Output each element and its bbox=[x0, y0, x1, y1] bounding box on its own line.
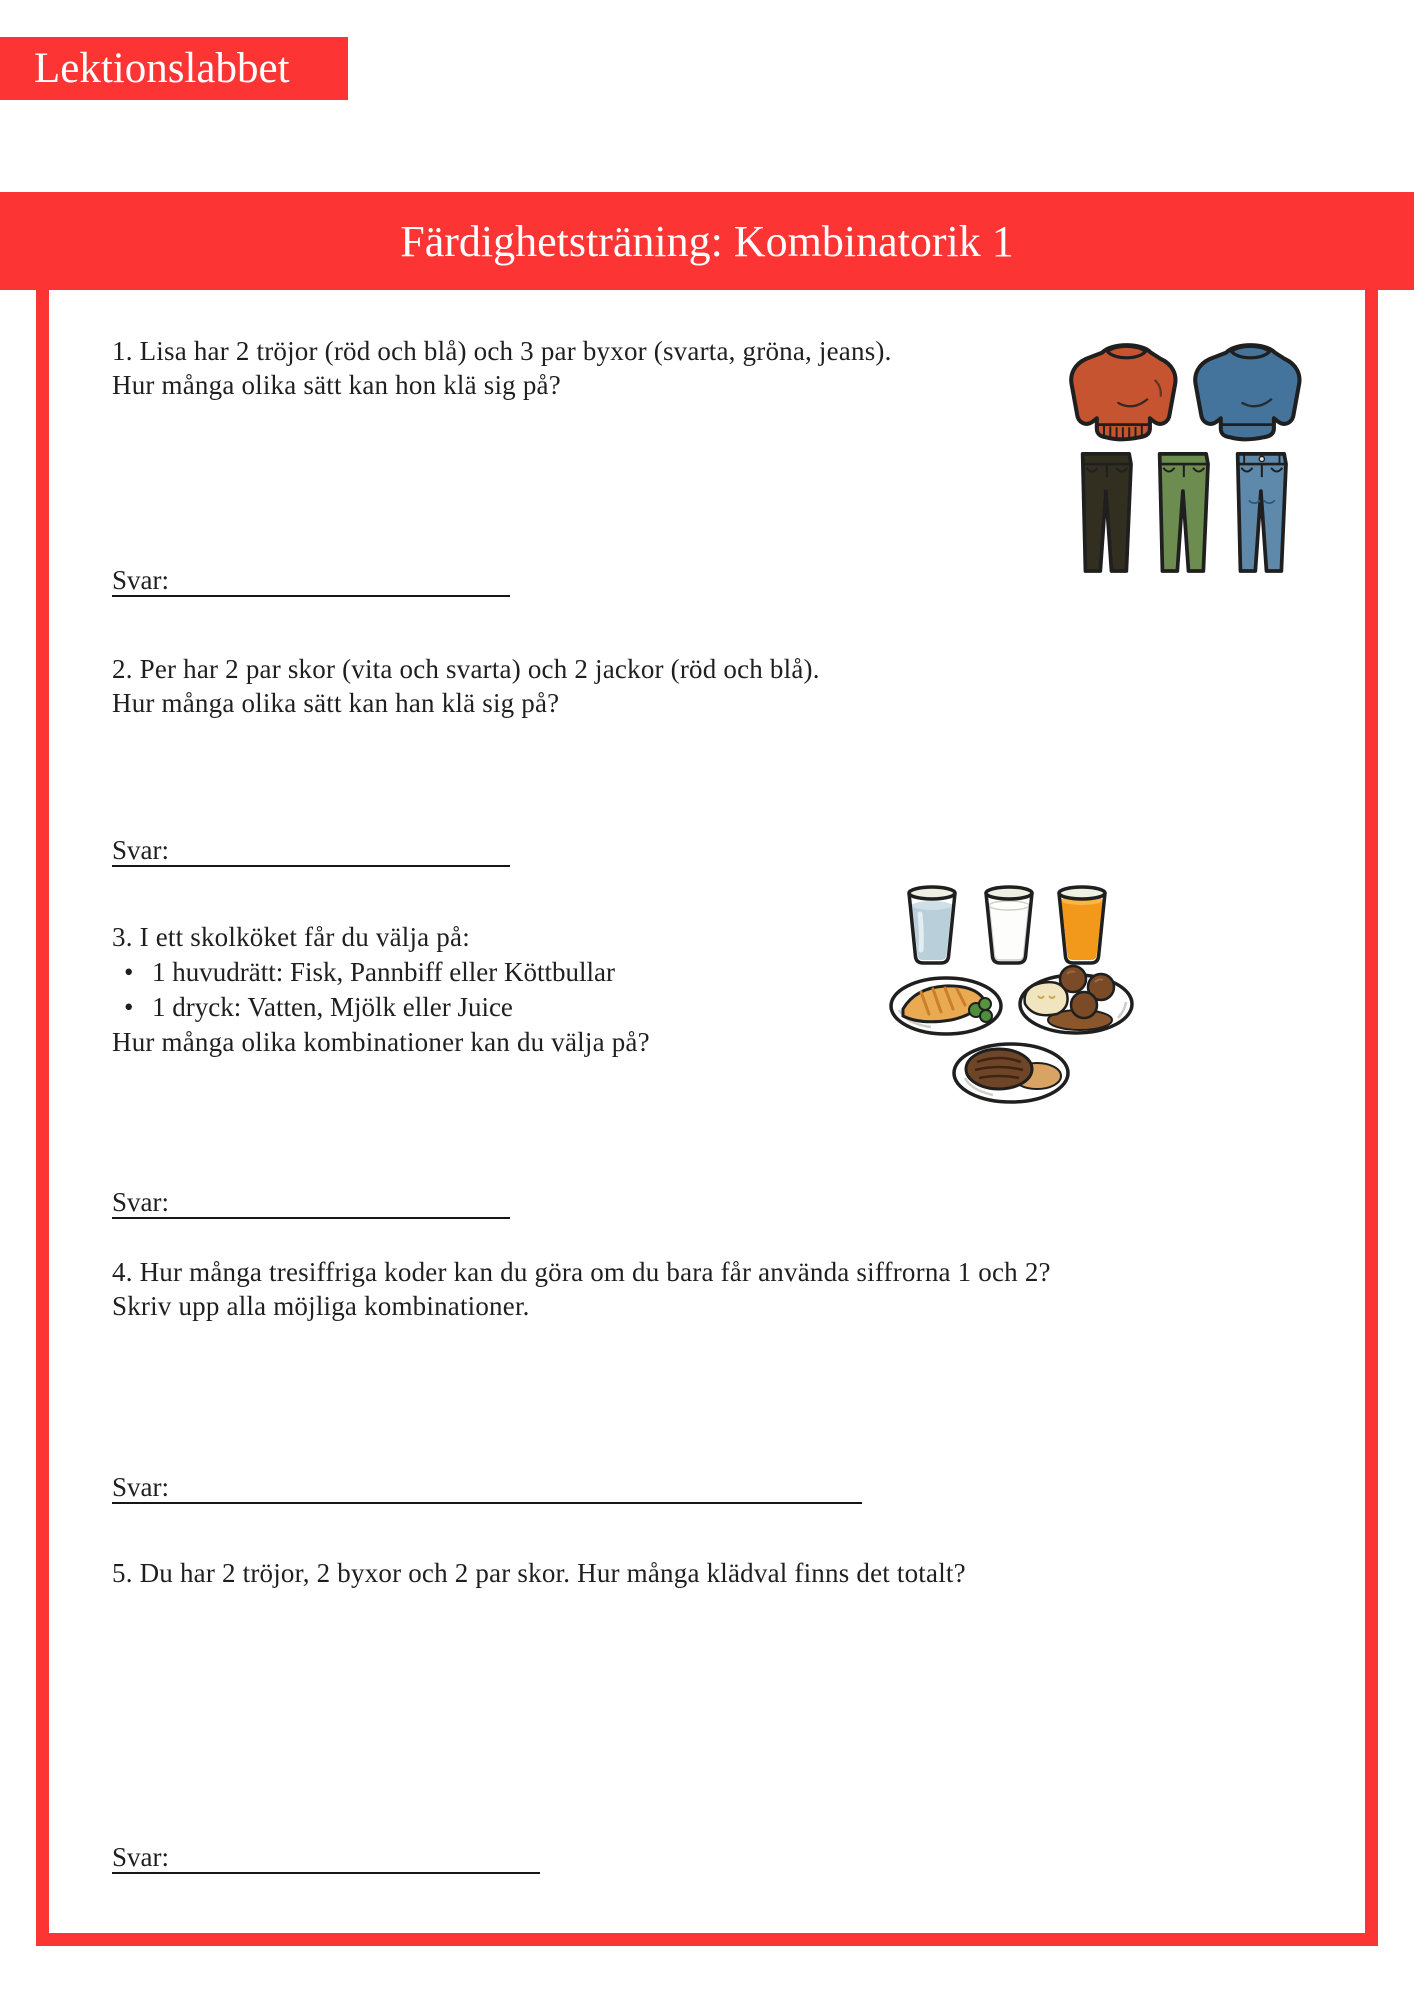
brand-logo: Lektionslabbet bbox=[0, 37, 348, 100]
jeans-pants bbox=[1238, 454, 1286, 571]
question-1-line-2: Hur många olika sätt kan hon klä sig på? bbox=[112, 370, 561, 400]
glass-rim bbox=[986, 887, 1032, 899]
question-2-line-2: Hur många olika sätt kan han klä sig på? bbox=[112, 688, 560, 718]
question-3-outro: Hur många olika kombinationer kan du välja på? bbox=[112, 1027, 650, 1057]
black-pants bbox=[1083, 454, 1131, 571]
clothes-illustration bbox=[1046, 336, 1306, 589]
pannbiff-plate bbox=[954, 1044, 1068, 1102]
water-glass bbox=[909, 887, 955, 963]
juice-glass bbox=[1059, 887, 1105, 963]
question-3-bullet-row-2 bbox=[124, 990, 513, 1024]
question-3-intro: 3. I ett skolköket får du välja på: bbox=[112, 922, 470, 952]
question-4-line-1: 4. Hur många tresiffriga koder kan du göra om du bara får använda siffrorna 1 och 2? bbox=[112, 1257, 1051, 1287]
answer-line-5: Svar: bbox=[112, 1841, 540, 1874]
page-title: Färdighetsträning: Kombinatorik 1 bbox=[0, 192, 1414, 290]
question-1-line-1: 1. Lisa har 2 tröjor (röd och blå) och 3 par byxor (svarta, gröna, jeans). bbox=[112, 336, 892, 366]
question-2-line-1: 2. Per har 2 par skor (vita och svarta) och 2 jackor (röd och blå). bbox=[112, 654, 820, 684]
milk-glass bbox=[986, 887, 1032, 963]
green-pants bbox=[1160, 454, 1208, 571]
red-sweater bbox=[1071, 345, 1175, 439]
bullet-icon: • bbox=[124, 957, 134, 987]
blue-sweater bbox=[1195, 345, 1299, 439]
border-left bbox=[36, 290, 49, 1946]
meatballs-plate bbox=[1020, 966, 1132, 1033]
bullet-icon: • bbox=[124, 992, 134, 1022]
answer-line-3: Svar: bbox=[112, 1186, 510, 1219]
question-3-bullet-row-1 bbox=[124, 955, 615, 989]
mashed-potatoes bbox=[1025, 982, 1068, 1015]
question-3-bullet-2: 1 dryck: Vatten, Mjölk eller Juice bbox=[152, 992, 513, 1022]
meatball bbox=[1060, 966, 1086, 992]
glass-rim bbox=[1059, 887, 1105, 899]
question-5-line-1: 5. Du har 2 tröjor, 2 byxor och 2 par skor. Hur många klädval finns det totalt? bbox=[112, 1558, 966, 1588]
meal-illustration bbox=[873, 876, 1150, 1116]
answer-line-2: Svar: bbox=[112, 834, 510, 867]
question-4-line-2: Skriv upp alla möjliga kombinationer. bbox=[112, 1291, 530, 1321]
answer-line-4: Svar: bbox=[112, 1471, 862, 1504]
answer-line-1: Svar: bbox=[112, 564, 510, 597]
fish-plate bbox=[891, 978, 1001, 1034]
border-right bbox=[1365, 290, 1378, 1946]
question-3-bullet-1: 1 huvudrätt: Fisk, Pannbiff eller Köttbullar bbox=[152, 957, 615, 987]
border-bottom bbox=[36, 1933, 1378, 1946]
glass-rim bbox=[909, 887, 955, 899]
meatball bbox=[1071, 992, 1097, 1018]
